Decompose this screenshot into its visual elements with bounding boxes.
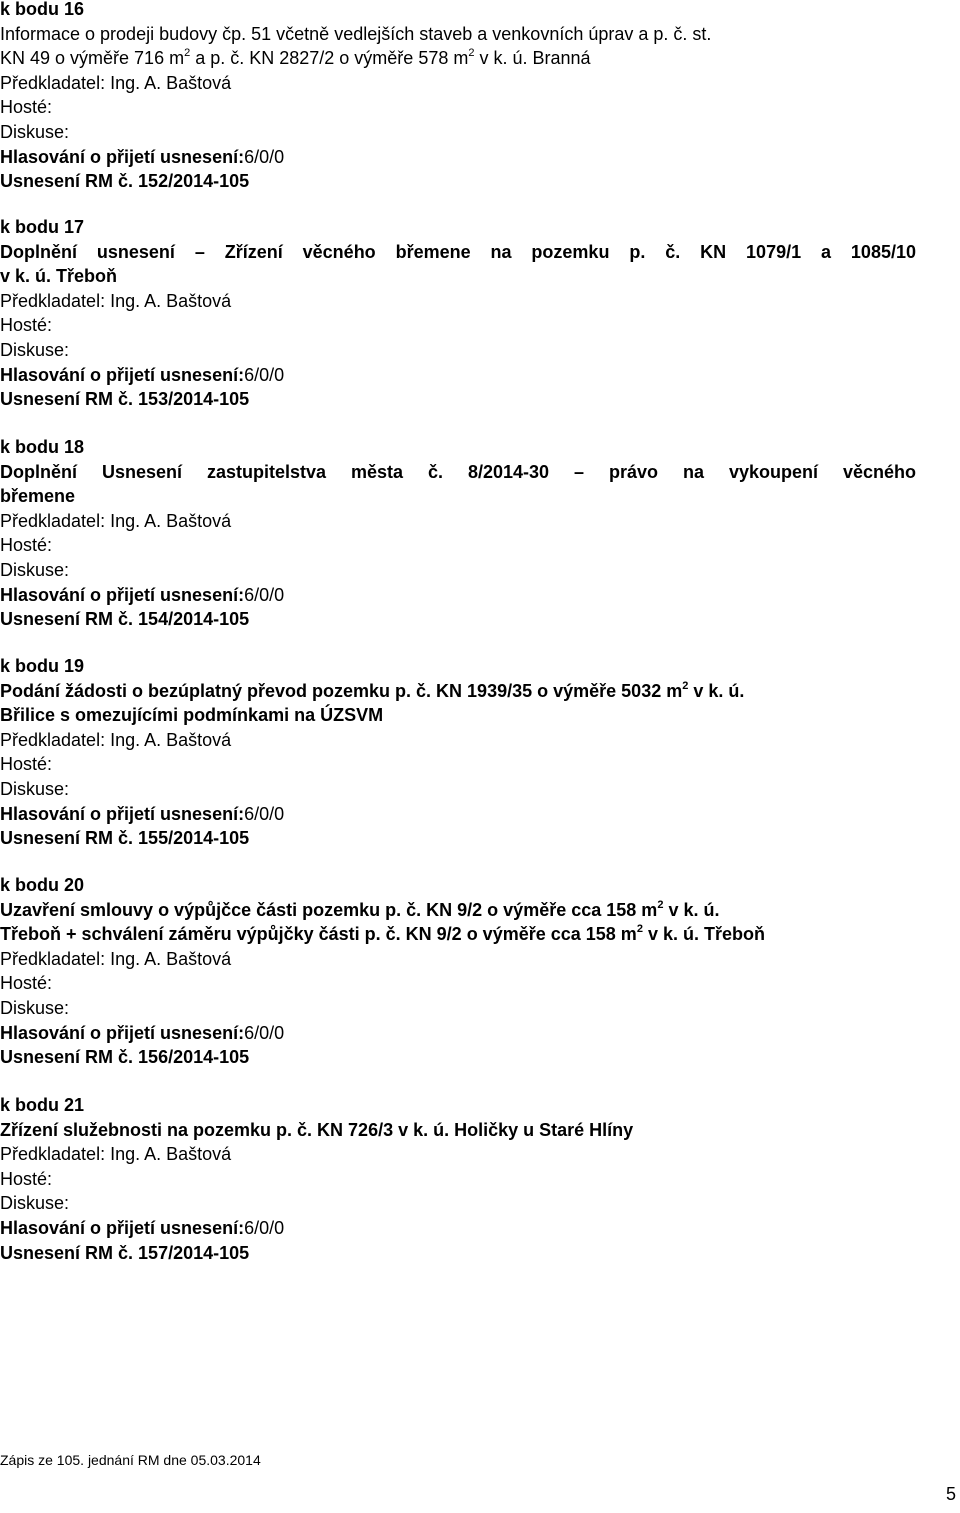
hlasovani: Hlasování o přijetí usnesení:6/0/0: [0, 1022, 285, 1043]
item-title-line: KN 49 o výměře 716 $m^2$ a p. č. KN 2827/2 o výměře 578 $m^2$ v k. ú. Branná: [0, 47, 591, 69]
resolution-number: Usnesení RM č. 153/2014-105: [0, 389, 250, 410]
item-title-line: Uzavření smlouvy o výpůjčce části pozemku p. č. KN 9/2 o výměře cca 158 $m^2$ v k. ú.: [0, 898, 720, 920]
hlasovani: Hlasování o přijetí usnesení:6/0/0: [0, 146, 285, 167]
item-title-line: Doplnění usnesení – Zřízení věcného břemene na pozemku p. č. KN 1079/1 a 1085/10: [0, 241, 916, 262]
page-number: 5: [945, 1484, 956, 1504]
predkladatel: Předkladatel: Ing. A. Baštová: [0, 1144, 232, 1165]
hlasovani: Hlasování o přijetí usnesení:6/0/0: [0, 1217, 285, 1238]
agenda-item-18: [0, 435, 960, 632]
page-footer: Zápis ze 105. jednání RM dne 05.03.2014: [0, 1452, 261, 1468]
item-title-line: Zřízení služebnosti na pozemku p. č. KN 726/3 v k. ú. Holičky u Staré Hlíny: [0, 1119, 634, 1140]
diskuse: Diskuse:: [0, 339, 70, 360]
agenda-item-16: [0, 0, 960, 194]
item-title-line: v k. ú. Třeboň: [0, 266, 118, 287]
resolution-number: Usnesení RM č. 154/2014-105: [0, 609, 250, 630]
item-heading: k bodu 19: [0, 656, 85, 676]
agenda-item-21: [0, 1093, 960, 1265]
predkladatel: Předkladatel: Ing. A. Baštová: [0, 290, 232, 311]
predkladatel: Předkladatel: Ing. A. Baštová: [0, 72, 232, 93]
diskuse: Diskuse:: [0, 778, 70, 799]
resolution-number: Usnesení RM č. 157/2014-105: [0, 1242, 250, 1263]
diskuse: Diskuse:: [0, 559, 70, 580]
resolution-number: Usnesení RM č. 155/2014-105: [0, 828, 250, 849]
predkladatel: Předkladatel: Ing. A. Baštová: [0, 729, 232, 750]
item-title-line: Doplnění Usnesení zastupitelstva města č. 8/2014-30 – právo na vykoupení věcného: [0, 461, 916, 482]
agenda-item-17: [0, 215, 960, 412]
item-title-line: břemene: [0, 486, 76, 507]
hoste: Hosté:: [0, 754, 53, 775]
agenda-item-20: [0, 873, 960, 1070]
hoste: Hosté:: [0, 97, 53, 118]
hlasovani: Hlasování o přijetí usnesení:6/0/0: [0, 364, 285, 385]
item-title-line: Informace o prodeji budovy čp. 51 včetně vedlejších staveb a venkovních úprav a p. č. st.: [0, 23, 712, 44]
diskuse: Diskuse:: [0, 1193, 70, 1214]
item-heading: k bodu 17: [0, 217, 85, 237]
item-heading: k bodu 21: [0, 1095, 85, 1115]
predkladatel: Předkladatel: Ing. A. Baštová: [0, 948, 232, 969]
item-title-line: Třeboň + schválení záměru výpůjčky části p. č. KN 9/2 o výměře cca 158 $m^2$ v k. ú. Třeboň: [0, 923, 765, 945]
hoste: Hosté:: [0, 535, 53, 556]
diskuse: Diskuse:: [0, 121, 70, 142]
hoste: Hosté:: [0, 973, 53, 994]
item-heading: k bodu 16: [0, 0, 85, 19]
diskuse: Diskuse:: [0, 997, 70, 1018]
agenda-item-19: [0, 654, 960, 851]
hoste: Hosté:: [0, 1168, 53, 1189]
hoste: Hosté:: [0, 315, 53, 336]
resolution-number: Usnesení RM č. 152/2014-105: [0, 171, 250, 192]
item-heading: k bodu 20: [0, 875, 85, 895]
item-heading: k bodu 18: [0, 437, 85, 457]
predkladatel: Předkladatel: Ing. A. Baštová: [0, 510, 232, 531]
hlasovani: Hlasování o přijetí usnesení:6/0/0: [0, 584, 285, 605]
resolution-number: Usnesení RM č. 156/2014-105: [0, 1047, 250, 1068]
item-title-line: Podání žádosti o bezúplatný převod pozemku p. č. KN 1939/35 o výměře 5032 $m^2$ v k. ú.: [0, 679, 745, 701]
hlasovani: Hlasování o přijetí usnesení:6/0/0: [0, 803, 285, 824]
item-title-line: Břilice s omezujícími podmínkami na ÚZSVM: [0, 705, 384, 726]
